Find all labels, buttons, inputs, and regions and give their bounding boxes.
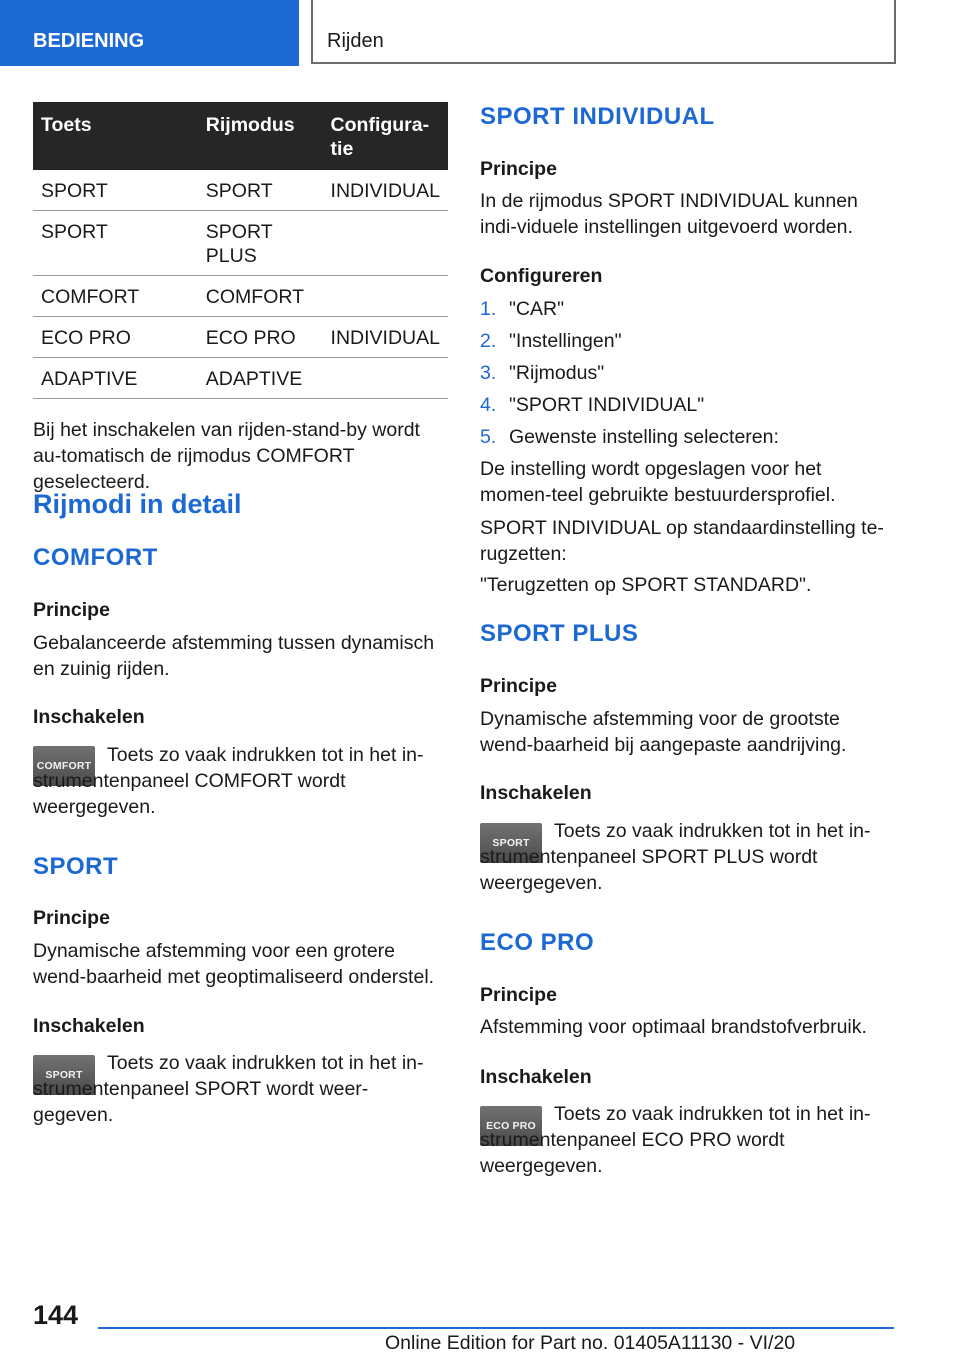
principle-text: Dynamische afstemming voor een grotere wend-baarheid met geoptimaliseerd onderstel. — [33, 940, 435, 988]
table-header-cell: Configura- tie — [323, 102, 448, 170]
table-cell: SPORT — [198, 170, 323, 211]
step-text: "CAR" — [509, 298, 565, 320]
after-text: De instelling wordt opgeslagen voor het momen-teel gebruikte bestuurdersprofiel. — [480, 458, 836, 506]
table-cell — [323, 276, 448, 317]
intro-paragraph: Bij het inschakelen van rijden-stand-by wordt au-tomatisch de rijmodus COMFORT geselecteerd. — [33, 419, 420, 493]
table-cell: INDIVIDUAL — [323, 170, 448, 211]
comfort-button-icon: COMFORT — [33, 746, 95, 786]
table-row — [33, 170, 448, 211]
table-cell: ADAPTIVE — [198, 358, 323, 399]
sport-title: SPORT — [33, 853, 119, 880]
header-chapter-label: Rijden — [311, 0, 896, 64]
principle-text: Dynamische afstemming voor de grootste wend-baarheid bij aangepaste aandrijving. — [480, 708, 847, 756]
table-row — [33, 358, 448, 399]
table-row — [33, 211, 448, 276]
step-number: 3. — [480, 362, 497, 384]
step-number: 4. — [480, 394, 497, 416]
reset-text: SPORT INDIVIDUAL op standaardinstelling te-rugzetten: — [480, 517, 884, 565]
table-cell: SPORT — [33, 170, 198, 211]
enable-text: Toets zo vaak indrukken tot in het in-strumentenpaneel SPORT wordt weer-gegeven. — [33, 1052, 424, 1126]
table-cell: COMFORT — [198, 276, 323, 317]
table-cell: ADAPTIVE — [33, 358, 198, 399]
table-row — [33, 276, 448, 317]
footer-edition: Online Edition for Part no. 01405A11130 - VI/20 — [385, 1332, 796, 1354]
enable-text: Toets zo vaak indrukken tot in het in-strumentenpaneel COMFORT wordt weergegeven. — [33, 744, 424, 818]
list-item — [480, 325, 895, 357]
table-cell: INDIVIDUAL — [323, 317, 448, 358]
drive-mode-table — [33, 102, 448, 399]
table-header-row — [33, 102, 448, 170]
table-header-cell: Toets — [33, 102, 198, 170]
table-cell: SPORT — [33, 211, 198, 276]
list-item — [480, 421, 895, 453]
table-header-cell: Rijmodus — [198, 102, 323, 170]
sport-plus-title: SPORT PLUS — [480, 620, 639, 647]
principle-text: Gebalanceerde afstemming tussen dynamisch en zuinig rijden. — [33, 632, 435, 680]
table-cell: SPORT PLUS — [198, 211, 323, 276]
principle-text: Afstemming voor optimaal brandstofverbruik. — [480, 1016, 867, 1038]
list-item — [480, 293, 895, 325]
principle-label: Principe — [33, 599, 110, 621]
enable-label: Inschakelen — [480, 782, 592, 804]
header-section-label: BEDIENING — [0, 0, 299, 66]
principle-text: In de rijmodus SPORT INDIVIDUAL kunnen indi-viduele instellingen uitgevoerd worden. — [480, 190, 858, 238]
enable-text: Toets zo vaak indrukken tot in het in-strumentenpaneel ECO PRO wordt weergegeven. — [480, 1103, 871, 1177]
eco-pro-title: ECO PRO — [480, 929, 595, 956]
eco-pro-button-icon: ECO PRO — [480, 1106, 542, 1146]
page-number: 144 — [33, 1300, 79, 1330]
sport-button-icon: SPORT — [33, 1055, 95, 1095]
step-text: "Instellingen" — [509, 330, 622, 352]
enable-text: Toets zo vaak indrukken tot in het in-strumentenpaneel SPORT PLUS wordt weergegeven. — [480, 820, 871, 894]
list-item — [480, 389, 895, 421]
configure-label: Configureren — [480, 265, 603, 287]
list-item — [480, 357, 895, 389]
table-cell — [323, 358, 448, 399]
enable-label: Inschakelen — [480, 1066, 592, 1088]
table-row — [33, 317, 448, 358]
step-text: "Rijmodus" — [509, 362, 605, 384]
step-number: 2. — [480, 330, 497, 352]
sport-individual-title: SPORT INDIVIDUAL — [480, 103, 715, 130]
sport-button-icon: SPORT — [480, 823, 542, 863]
step-text: "SPORT INDIVIDUAL" — [509, 394, 705, 416]
principle-label: Principe — [480, 158, 557, 180]
step-text: Gewenste instelling selecteren: — [509, 426, 779, 448]
principle-label: Principe — [480, 675, 557, 697]
enable-label: Inschakelen — [33, 1015, 145, 1037]
reset-command: "Terugzetten op SPORT STANDARD". — [480, 574, 812, 596]
table-cell: ECO PRO — [33, 317, 198, 358]
step-number: 5. — [480, 426, 497, 448]
step-number: 1. — [480, 298, 497, 320]
table-cell: ECO PRO — [198, 317, 323, 358]
principle-label: Principe — [33, 907, 110, 929]
configure-steps — [480, 293, 895, 453]
section-heading: Rijmodi in detail — [33, 489, 242, 519]
comfort-title: COMFORT — [33, 544, 158, 571]
table-cell: COMFORT — [33, 276, 198, 317]
enable-label: Inschakelen — [33, 706, 145, 728]
table-cell — [323, 211, 448, 276]
principle-label: Principe — [480, 984, 557, 1006]
footer-divider — [98, 1327, 894, 1329]
